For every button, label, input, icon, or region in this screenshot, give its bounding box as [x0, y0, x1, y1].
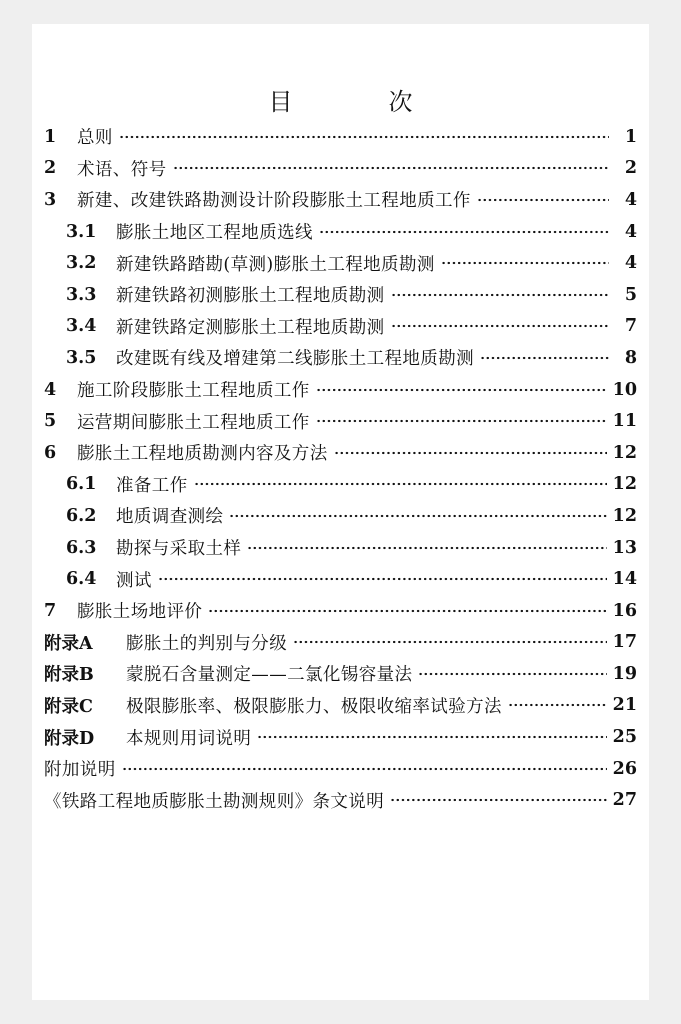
toc-additional-notes[interactable] [44, 753, 637, 785]
toc-entry-3-5[interactable] [44, 342, 637, 374]
toc-leader-dots [508, 703, 607, 707]
toc-entry-number: 3.1 [66, 221, 97, 242]
page-title: 目 次 [268, 88, 449, 116]
toc-entry-label: 术语、符号 [77, 159, 167, 180]
toc-leader-dots [418, 672, 606, 676]
toc-entry-4[interactable] [44, 374, 637, 406]
toc-leader-dots [208, 609, 606, 613]
toc-entry-page: 2 [624, 158, 637, 179]
toc-entry-number: 3.3 [66, 284, 97, 305]
toc-entry-page: 4 [624, 221, 637, 242]
toc-entry-label: 蒙脱石含量测定——二氯化锡容量法 [126, 665, 413, 686]
toc-entry-label: 膨胀土地区工程地质选线 [116, 223, 313, 244]
toc-entry-page: 12 [612, 442, 637, 463]
toc-entry-page: 13 [612, 537, 637, 558]
toc-entry-page: 27 [612, 790, 637, 811]
toc-leader-dots [293, 640, 607, 644]
toc-entry-3-2[interactable] [44, 247, 637, 279]
toc-entry-number: 5 [44, 411, 57, 432]
document-page [32, 24, 649, 1000]
toc-entry-3-3[interactable] [44, 279, 637, 311]
toc-entry-page: 10 [612, 379, 637, 400]
toc-entry-label: 总则 [77, 128, 113, 149]
table-of-contents [44, 121, 637, 816]
toc-entry-7[interactable] [44, 595, 637, 627]
toc-leader-dots [480, 356, 609, 360]
toc-leader-dots [158, 577, 607, 581]
toc-entry-page: 8 [624, 347, 637, 368]
toc-entry-page: 11 [612, 411, 637, 432]
toc-entry-label: 膨胀土工程地质勘测内容及方法 [77, 444, 328, 465]
toc-entry-number: 3.4 [66, 316, 97, 337]
toc-entry-page: 19 [612, 663, 637, 684]
toc-entry-label: 准备工作 [116, 475, 188, 496]
toc-entry-number: 6 [44, 442, 57, 463]
toc-leader-dots [194, 482, 607, 486]
toc-entry-page: 16 [612, 600, 637, 621]
toc-entry-label: 改建既有线及增建第二线膨胀土工程地质勘测 [116, 349, 474, 370]
toc-entry-6-4[interactable] [44, 563, 637, 595]
toc-entry-number: 4 [44, 379, 57, 400]
toc-entry-label: 新建铁路初测膨胀土工程地质勘测 [116, 286, 385, 307]
toc-entry-number: 6.4 [66, 569, 97, 590]
toc-leader-dots [316, 388, 607, 392]
toc-leader-dots [229, 514, 606, 518]
toc-entry-number: 6.3 [66, 537, 97, 558]
toc-entry-page: 17 [612, 632, 637, 653]
toc-entry-page: 4 [624, 189, 637, 210]
toc-entry-label: 施工阶段膨胀土工程地质工作 [77, 381, 310, 402]
toc-entry-label: 新建铁路定测膨胀土工程地质勘测 [116, 317, 385, 338]
toc-entry-number: 6.1 [66, 474, 97, 495]
toc-entry-number: 3.2 [66, 253, 97, 274]
toc-entry-3-1[interactable] [44, 216, 637, 248]
toc-leader-dots [334, 451, 607, 455]
toc-entry-number: 附录C [44, 696, 93, 717]
toc-entry-label: 勘探与采取土样 [116, 539, 242, 560]
toc-entry-label: 地质调查测绘 [116, 507, 224, 528]
toc-entry-number: 附录D [44, 728, 95, 749]
toc-entry-6-3[interactable] [44, 532, 637, 564]
toc-appendix-c[interactable] [44, 690, 637, 722]
toc-entry-label: 本规则用词说明 [126, 728, 252, 749]
toc-appendix-d[interactable] [44, 721, 637, 753]
toc-leader-dots [319, 230, 609, 234]
toc-entry-label: 膨胀土场地评价 [77, 602, 203, 623]
toc-entry-number: 3 [44, 189, 57, 210]
toc-leader-dots [119, 135, 609, 139]
toc-entry-3[interactable] [44, 184, 637, 216]
toc-entry-number: 附录A [44, 633, 93, 654]
toc-entry-6-1[interactable] [44, 469, 637, 501]
toc-entry-number: 附录B [44, 665, 94, 686]
toc-leader-dots [173, 166, 610, 170]
toc-entry-1[interactable] [44, 121, 637, 153]
toc-entry-page: 12 [612, 474, 637, 495]
toc-entry-page: 26 [612, 758, 637, 779]
toc-entry-2[interactable] [44, 153, 637, 185]
toc-entry-label: 新建、改建铁路勘测设计阶段膨胀土工程地质工作 [77, 191, 471, 212]
toc-entry-page: 7 [624, 316, 637, 337]
toc-leader-dots [477, 198, 609, 202]
toc-entry-page: 5 [624, 284, 637, 305]
toc-leader-dots [316, 419, 607, 423]
toc-entry-label: 《铁路工程地质膨胀土勘测规则》条文说明 [44, 791, 385, 812]
toc-entry-page: 4 [624, 253, 637, 274]
toc-entry-number: 7 [44, 600, 57, 621]
toc-entry-page: 21 [612, 695, 637, 716]
toc-leader-dots [247, 546, 606, 550]
toc-leader-dots [391, 293, 610, 297]
toc-entry-label: 附加说明 [44, 760, 116, 781]
toc-entry-page: 14 [612, 569, 637, 590]
toc-entry-label: 膨胀土的判别与分级 [126, 633, 288, 654]
toc-entry-6-2[interactable] [44, 500, 637, 532]
toc-entry-number: 1 [44, 126, 57, 147]
toc-entry-number: 3.5 [66, 347, 97, 368]
toc-entry-label: 新建铁路踏勘(草测)膨胀土工程地质勘测 [116, 254, 435, 275]
toc-entry-number: 2 [44, 158, 57, 179]
toc-leader-dots [391, 324, 610, 328]
toc-entry-label: 测试 [116, 570, 152, 591]
toc-appendix-a[interactable] [44, 627, 637, 659]
toc-entry-label: 极限膨胀率、极限膨胀力、极限收缩率试验方法 [126, 696, 502, 717]
toc-leader-dots [441, 261, 609, 265]
toc-leader-dots [390, 798, 607, 802]
toc-leader-dots [257, 735, 606, 739]
toc-entry-page: 12 [612, 505, 637, 526]
toc-entry-page: 25 [612, 727, 637, 748]
toc-entry-label: 运营期间膨胀土工程地质工作 [77, 412, 310, 433]
toc-entry-number: 6.2 [66, 505, 97, 526]
toc-entry-6[interactable] [44, 437, 637, 469]
toc-appendix-b[interactable] [44, 658, 637, 690]
toc-entry-page: 1 [624, 126, 637, 147]
toc-explanation[interactable] [44, 784, 637, 816]
toc-leader-dots [122, 767, 607, 771]
toc-entry-5[interactable] [44, 405, 637, 437]
toc-entry-3-4[interactable] [44, 311, 637, 343]
